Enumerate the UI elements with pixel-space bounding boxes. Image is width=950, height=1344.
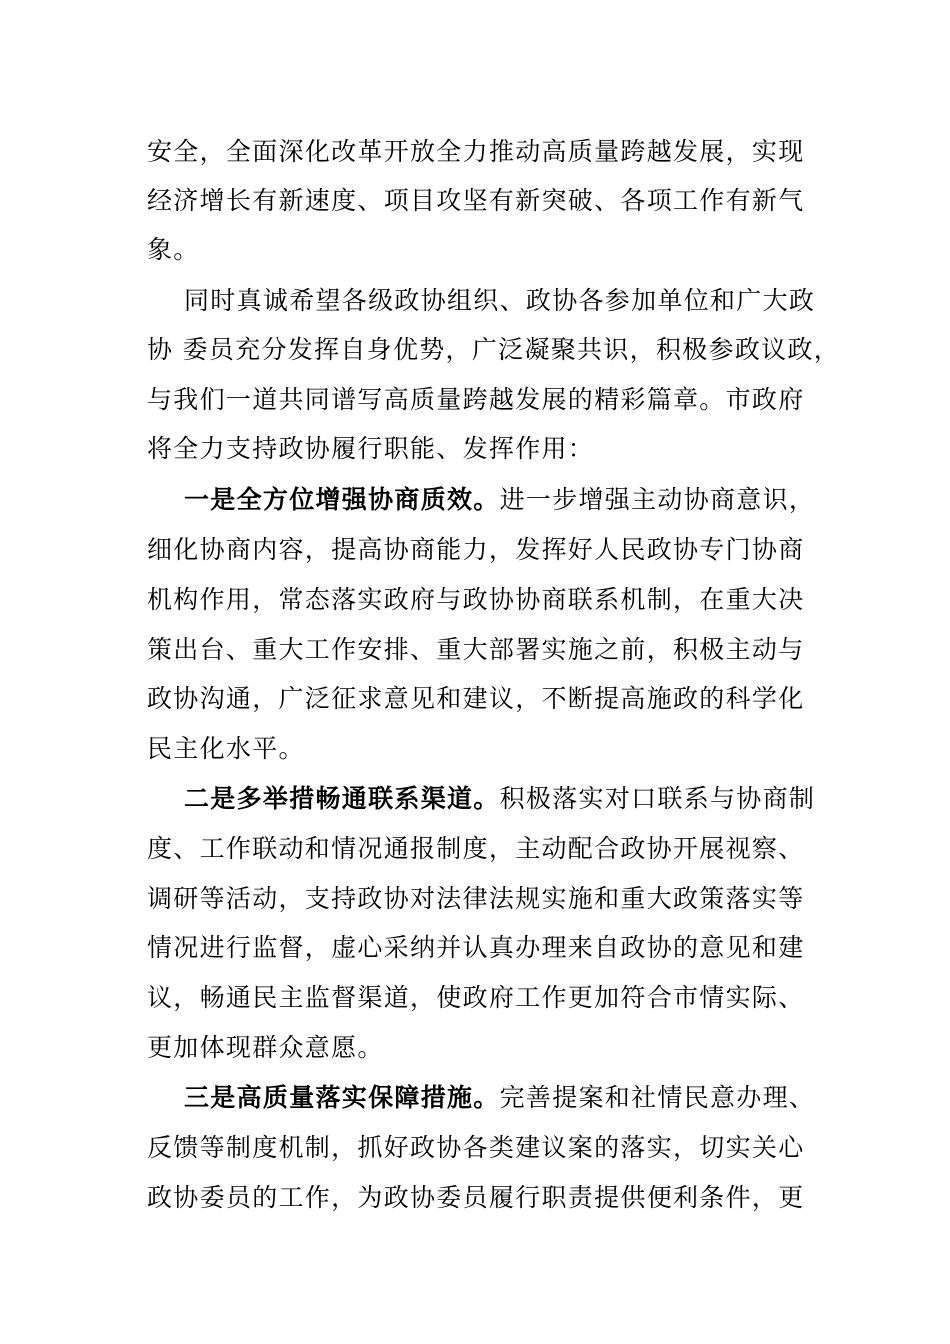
- text-line: 经济增长有新速度、项目攻坚有新突破、各项工作有新气: [147, 186, 805, 215]
- text-line: 政协委员的工作，为政协委员履行职责提供便利条件，更: [147, 1183, 805, 1212]
- paragraph-first-line: [184, 783, 815, 815]
- text-line: 度、工作联动和情况通报制度，主动配合政协开展视察、: [147, 834, 805, 863]
- paragraph-lead-heading: 一是全方位增强协商质效。: [184, 485, 500, 514]
- paragraph-lead-heading: 三是高质量落实保障措施。: [184, 1083, 500, 1112]
- paragraph-text: 进一步增强主动协商意识，: [499, 485, 816, 514]
- paragraph-lead-heading: 二是多举措畅通联系渠道。: [184, 784, 500, 813]
- paragraph-first-line: [184, 1082, 815, 1114]
- text-line: 象。: [147, 235, 200, 264]
- paragraph-text: 积极落实对口联系与协商制: [499, 784, 816, 813]
- text-line: 机构作用，常态落实政府与政协协商联系机制，在重大决: [147, 585, 805, 614]
- text-line: 调研等活动，支持政协对法律法规实施和重大政策落实等: [147, 884, 805, 913]
- text-line: 情况进行监督，虚心采纳并认真办理来自政协的意见和建: [147, 933, 805, 962]
- text-line: 策出台、重大工作安排、重大部署实施之前，积极主动与: [147, 635, 805, 664]
- text-line: 民主化水平。: [147, 734, 305, 763]
- text-line: 议，畅通民主监督渠道，使政府工作更加符合市情实际、: [147, 983, 805, 1012]
- text-line: 协 委员充分发挥自身优势，广泛凝聚共识，积极参政议政，: [147, 335, 841, 364]
- text-line: 细化协商内容，提高协商能力，发挥好人民政协专门协商: [147, 535, 805, 564]
- text-line: 将全力支持政协履行职能、发挥作用：: [147, 434, 595, 463]
- paragraph-text: 完善提案和社情民意办理、: [499, 1083, 816, 1112]
- text-line: 与我们一道共同谱写高质量跨越发展的精彩篇章。市政府: [147, 385, 805, 414]
- text-line: 安全，全面深化改革开放全力推动高质量跨越发展，实现: [147, 137, 805, 166]
- paragraph-first-line: 同时真诚希望各级政协组织、政协各参加单位和广大政: [184, 286, 816, 315]
- text-line: 反馈等制度机制，抓好政协各类建议案的落实，切实关心: [147, 1133, 805, 1162]
- paragraph-first-line: [184, 484, 815, 516]
- text-line: 更加体现群众意愿。: [147, 1033, 384, 1062]
- text-line: 政协沟通，广泛征求意见和建议，不断提高施政的科学化: [147, 684, 805, 713]
